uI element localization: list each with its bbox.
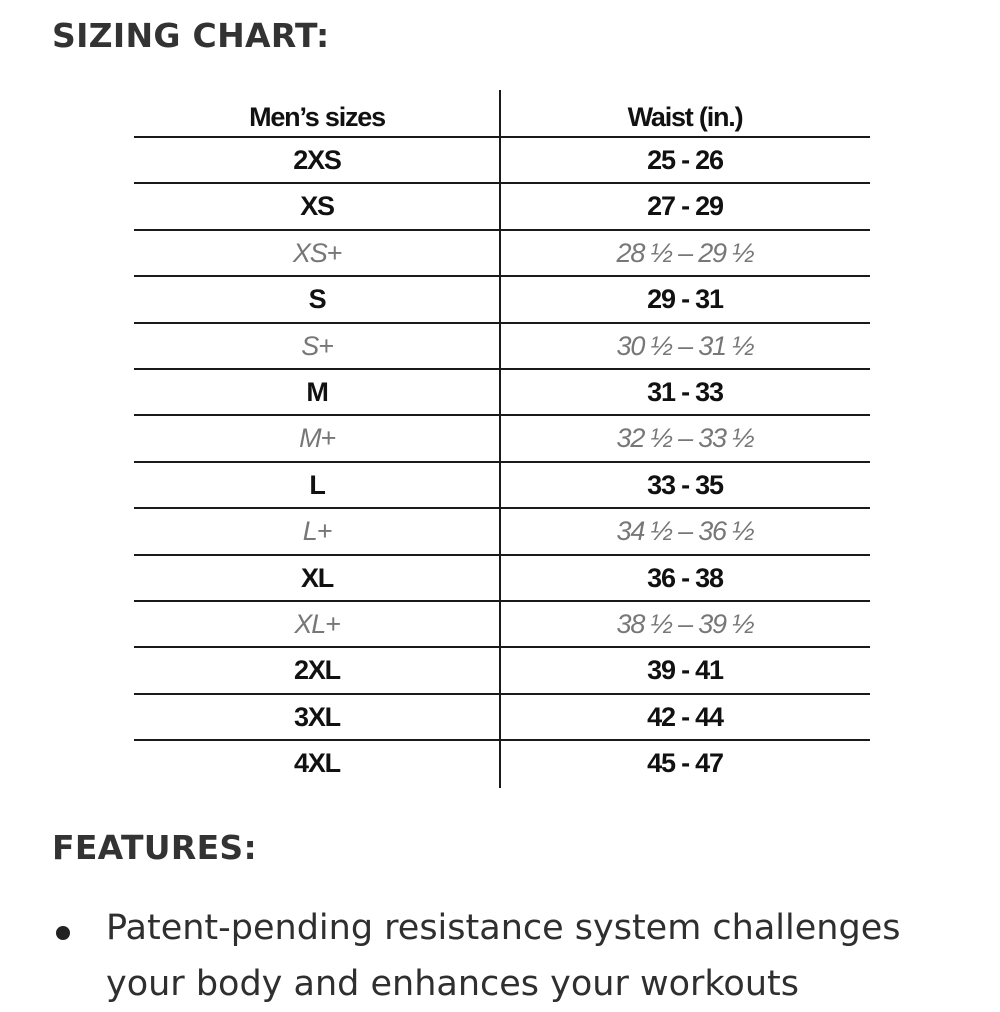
table-row — [134, 601, 870, 647]
row-divider — [134, 554, 870, 556]
waist-cell: 25 - 26 — [647, 145, 723, 175]
row-divider — [134, 322, 870, 324]
header-mens-sizes: Men’s sizes — [249, 102, 385, 132]
waist-cell: 32 ½ – 33 ½ — [616, 423, 754, 454]
size-cell: M+ — [299, 423, 335, 454]
waist-cell: 27 - 29 — [647, 191, 723, 222]
sizing-table — [134, 90, 870, 788]
row-divider — [134, 414, 870, 416]
size-cell: 2XL — [294, 655, 340, 686]
row-divider — [134, 275, 870, 277]
features-heading: FEATURES: — [52, 828, 257, 867]
table-row — [134, 740, 870, 786]
waist-cell: 39 - 41 — [647, 655, 723, 686]
row-divider — [134, 182, 870, 184]
waist-cell: 36 - 38 — [647, 562, 723, 593]
size-cell: L+ — [302, 516, 332, 547]
size-cell: XL — [300, 562, 334, 593]
waist-cell: 31 - 33 — [647, 377, 723, 407]
table-row — [134, 555, 870, 601]
size-cell: 4XL — [294, 748, 340, 779]
row-divider — [134, 461, 870, 463]
row-divider — [134, 600, 870, 602]
feature-item — [52, 900, 952, 1012]
table-row — [134, 462, 870, 508]
table-row — [134, 694, 870, 740]
table-header-row — [134, 90, 870, 136]
waist-cell: 34 ½ – 36 ½ — [616, 516, 754, 547]
size-cell: L — [309, 469, 325, 500]
waist-cell: 45 - 47 — [647, 748, 723, 779]
sizing-chart-heading: SIZING CHART: — [52, 16, 330, 55]
row-divider — [134, 229, 870, 231]
table-row — [134, 369, 870, 415]
size-cell: XS+ — [292, 237, 342, 268]
table-row — [134, 647, 870, 693]
row-divider — [134, 693, 870, 695]
size-cell: S — [308, 284, 326, 315]
feature-list — [52, 900, 952, 1012]
bullet-icon — [56, 926, 70, 940]
header-waist: Waist (in.) — [627, 102, 743, 132]
waist-cell: 30 ½ – 31 ½ — [616, 330, 754, 361]
size-cell: 2XS — [293, 145, 341, 175]
size-cell: M — [306, 377, 328, 407]
waist-cell: 29 - 31 — [647, 284, 723, 315]
row-divider — [134, 739, 870, 741]
table-row — [134, 230, 870, 276]
waist-cell: 38 ½ – 39 ½ — [616, 609, 754, 639]
table-row — [134, 415, 870, 461]
waist-cell: 42 - 44 — [647, 701, 723, 732]
table-row — [134, 137, 870, 183]
size-cell: XS — [300, 191, 334, 222]
table-row — [134, 183, 870, 229]
table-row — [134, 323, 870, 369]
table-row — [134, 276, 870, 322]
size-cell: S+ — [301, 330, 333, 361]
row-divider — [134, 646, 870, 648]
size-cell: XL+ — [294, 609, 340, 639]
row-divider — [134, 507, 870, 509]
row-divider — [134, 136, 870, 138]
waist-cell: 28 ½ – 29 ½ — [616, 237, 754, 268]
size-cell: 3XL — [294, 701, 340, 732]
waist-cell: 33 - 35 — [647, 469, 723, 500]
row-divider — [134, 368, 870, 370]
table-row — [134, 508, 870, 554]
feature-text: Patent-pending resistance system challenges your body and enhances your workouts — [106, 908, 901, 1004]
